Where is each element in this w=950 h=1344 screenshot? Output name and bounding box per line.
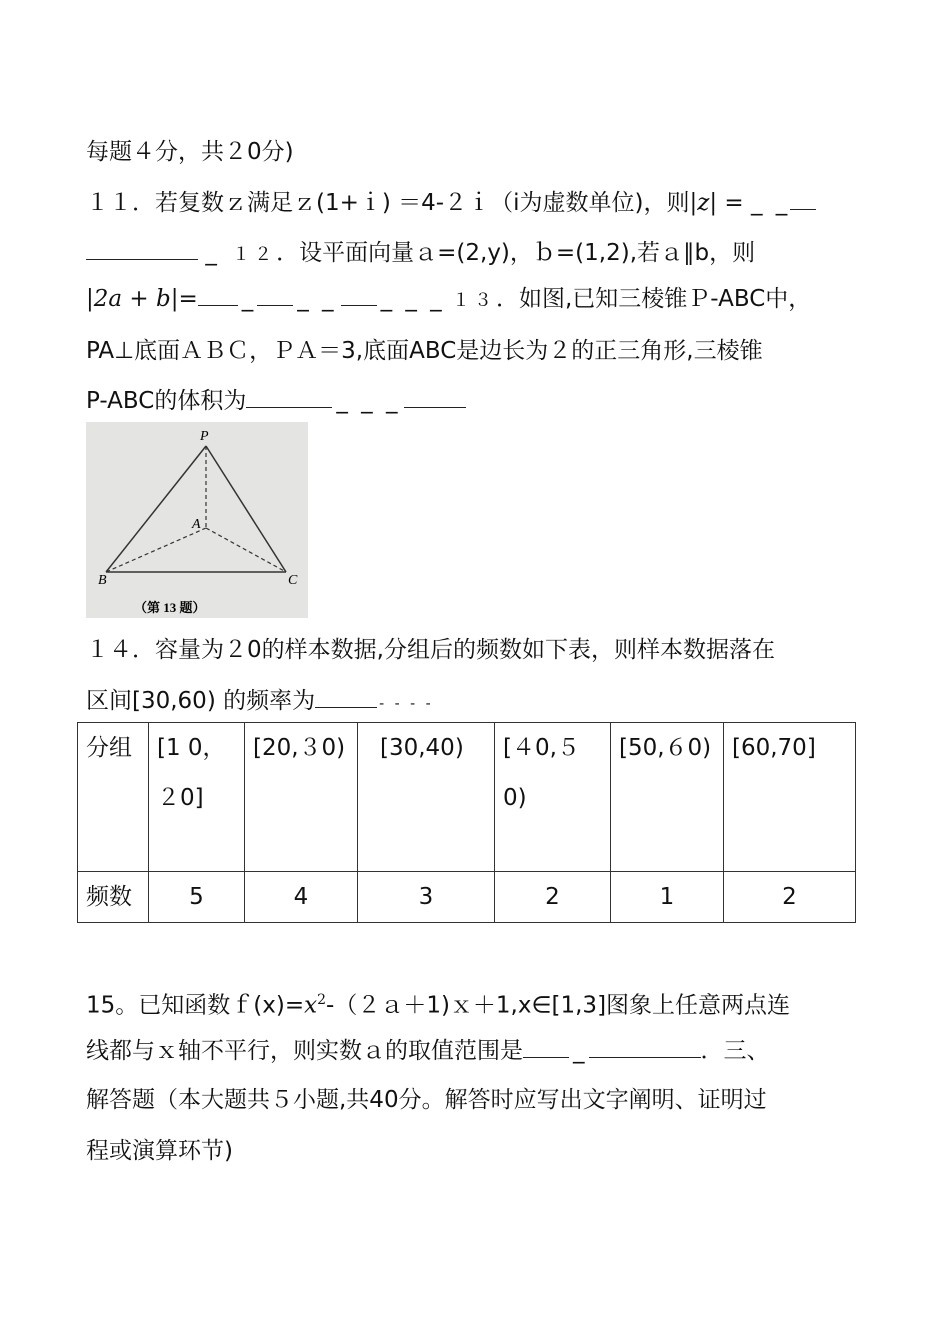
question-15-text-2: 线都与ｘ轴不平行，则实数ａ的取值范围是 — [86, 1038, 523, 1064]
question-12-number: １２ — [232, 244, 277, 265]
equals-sign: = — [717, 190, 751, 216]
answer-blank-12b — [257, 283, 293, 306]
answer-dashes-13: _ _ _ — [336, 388, 401, 414]
table-cell-frequency: 2 — [495, 872, 611, 923]
table-cell-frequency: 2 — [724, 872, 856, 923]
question-15-text-a: 15。已知函数ｆ(x)= — [86, 992, 305, 1019]
x-variable: x — [304, 992, 318, 1019]
table-cell-frequency: 3 — [358, 872, 495, 923]
question-13-text: ．如图,已知三棱锥Ｐ-ABC中， — [496, 286, 812, 312]
table-cell-frequency: 4 — [245, 872, 358, 923]
pyramid-diagram — [86, 422, 308, 618]
question-14-line-2 — [86, 685, 434, 719]
answer-blank-12c — [341, 283, 377, 306]
question-11-text: １１．若复数ｚ满足ｚ(1+ｉ) ＝4-２ｉ（i为虚数单位)，则 — [86, 190, 690, 216]
question-13-line-2 — [86, 336, 763, 366]
question-12-text: ．设平面向量ａ=(2,y)，ｂ=(1,2),若ａ∥b，则 — [276, 240, 756, 266]
vertex-p-label: P — [200, 429, 209, 444]
answer-blank-13a — [246, 385, 332, 408]
table-row-groups — [78, 723, 856, 872]
section-three-line-2 — [86, 1136, 233, 1166]
section-three-text-2: 程或演算环节) — [86, 1138, 233, 1164]
abs-z-expression: |z| — [689, 190, 718, 216]
figure-caption: （第 13 题） — [134, 600, 206, 615]
answer-dashes-12: _ _ — [297, 286, 337, 312]
section-three-line — [86, 1085, 767, 1115]
answer-dashes-12b: _ _ _ — [380, 286, 445, 312]
answer-blank-13b — [404, 385, 466, 408]
answer-blank-15b — [589, 1035, 701, 1058]
question-13-line-3 — [86, 385, 466, 416]
question-14-text: １４．容量为２0的样本数据,分组后的频数如下表，则样本数据落在 — [86, 637, 775, 663]
question-13-number: １３ — [452, 290, 496, 311]
table-cell-group: [50,６0) — [611, 723, 724, 872]
section-three-text: 解答题（本大题共５小题,共40分。解答时应写出文字阐明、证明过 — [86, 1087, 767, 1113]
answer-blank-11b — [86, 237, 198, 260]
question-13-line — [86, 283, 811, 316]
question-14-line — [86, 635, 775, 665]
answer-blank-12a — [198, 283, 238, 306]
abs-2a-plus-b-expression: |2a + b| — [86, 286, 179, 312]
answer-dashes-14: - - - - — [379, 696, 434, 712]
answer-dash-15: _ — [573, 1038, 585, 1064]
question-13-text-2: PA⊥底面ＡＢＣ，ＰＡ＝3,底面ABC是边长为２的正三角形,三棱锥 — [86, 338, 763, 364]
question-14-text-2: 区间[30,60) 的频率为 — [86, 688, 316, 714]
section-header: 每题４分，共２0分) — [86, 139, 294, 165]
vertex-a-label: A — [192, 517, 201, 532]
exponent: 2 — [317, 992, 327, 1008]
question-15-line — [86, 985, 790, 1021]
question-15-text-b: -（２ａ＋1)ｘ＋1,x∈[1,3]图象上任意两点连 — [326, 992, 791, 1019]
pyramid-figure — [86, 422, 308, 618]
table-cell-frequency: 1 — [611, 872, 724, 923]
answer-blank-11a — [790, 187, 816, 210]
table-cell-group: [30,40) — [358, 723, 495, 872]
table-row-frequencies — [78, 872, 856, 923]
question-11-line — [86, 187, 816, 218]
equals-sign-13: = — [178, 286, 198, 312]
question-15-line-2 — [86, 1035, 770, 1066]
table-cell-frequency: 5 — [149, 872, 245, 923]
vertex-b-label: B — [98, 573, 107, 588]
answer-dashes-11: _ _ — [751, 190, 791, 216]
table-cell-header: 分组 — [78, 723, 149, 872]
frequency-table — [77, 722, 856, 923]
question-12-line — [86, 237, 755, 270]
question-15-text-2b: ．三、 — [700, 1038, 770, 1064]
table-cell-group: [４0,５0) — [495, 723, 611, 872]
table-cell-group: [20,３0) — [245, 723, 358, 872]
answer-dash-11: _ — [205, 240, 217, 266]
table-cell-group: [1 0，２0] — [149, 723, 245, 872]
vertex-c-label: C — [288, 573, 298, 588]
answer-dash-12a: _ — [241, 286, 254, 312]
question-13-text-3: P-ABC的体积为 — [86, 388, 247, 414]
table-cell-group: [60,70] — [724, 723, 856, 872]
table-cell-header: 频数 — [78, 872, 149, 923]
header-line — [86, 137, 294, 167]
answer-blank-15a — [523, 1035, 569, 1058]
answer-blank-14 — [315, 685, 377, 708]
